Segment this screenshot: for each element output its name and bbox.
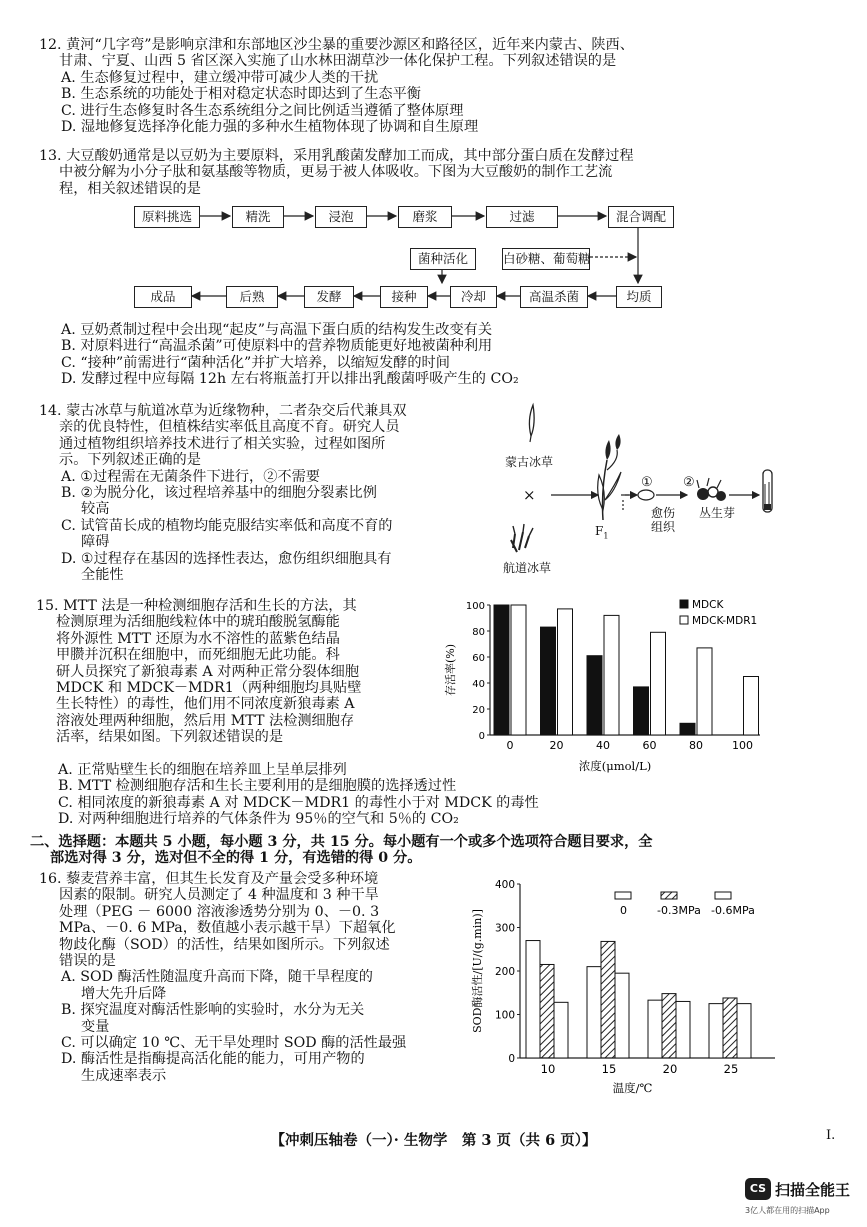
q15-stem-line6: MDCK 和 MDCK－MDR1（两种细胞均具贴壁 [56,680,362,697]
flow-step-raw: 原料挑选 [134,206,200,228]
sod-activity-svg [465,872,795,1097]
chart16-bar-series-1 [723,998,737,1058]
q12-option-a: A. 生态修复过程中，建立缓冲带可减少人类的干扰 [61,69,379,86]
chart15-x-tick-label: 80 [689,739,703,752]
chart15-bar-mdck-mdr1 [651,632,666,735]
chart16-x-label: 温度/℃ [612,1081,653,1095]
flow-step-cool: 冷却 [450,286,497,308]
scanner-tagline: 3亿人都在用的扫描App [745,1206,830,1215]
section-2-line2: 部选对得 3 分，选对但不全的得 1 分，有选错的得 0 分。 [50,850,422,867]
chart15-legend-label: MDCK [692,599,724,611]
chart16-bar-series-0 [709,1004,723,1058]
flow-starter-activation: 菌种活化 [410,248,476,270]
tissue-culture-figure [503,400,793,585]
q12-option-d: D. 湿地修复选择净化能力强的多种水生植物体现了协调和自生原理 [61,119,479,136]
chart16-y-tick-label: 0 [508,1053,515,1065]
chart16-bar-series-2 [615,973,629,1058]
q13-option-c: C. “接种”前需进行“菌种活化”并扩大培养，以缩短发酵的时间 [61,354,450,371]
q14-option-b: B. ②为脱分化，该过程培养基中的细胞分裂素比例 [61,485,377,502]
q13-stem-line1: 13. 大豆酸奶通常是以豆奶为主要原料，采用乳酸菌发酵加工而成，其中部分蛋白质在发酵过程 [39,148,634,164]
chart16-x-tick-label: 10 [540,1062,556,1076]
chart15-bar-mdck [541,627,556,735]
q15-stem-line1: 15. MTT 法是一种检测细胞存活和生长的方法，其 [36,598,357,614]
label-mongol-grass: 蒙古冰草 [505,455,554,469]
q13-stem-line2: 中被分解为小分子肽和氨基酸等物质，更易于被人体吸收。下图为大豆酸奶的制作工艺流 [59,164,613,181]
chart16-x-tick-label: 20 [662,1062,678,1076]
cell-survival-svg [440,595,770,775]
q15-option-a: A. 正常贴壁生长的细胞在培养皿上呈单层排列 [58,762,347,778]
flow-step-soak: 浸泡 [315,206,367,228]
chart15-x-label: 浓度(μmol/L) [578,759,652,773]
cell-survival-chart [440,595,770,775]
flow-step-inoc: 接种 [380,286,428,308]
label-step-2: ② [683,475,695,490]
chart16-bar-series-2 [554,1002,568,1058]
question-13 [39,148,839,197]
q15-stem-line3: 将外源性 MTT 还原为水不溶性的蓝紫色结晶 [56,630,340,647]
q12-option-c: C. 进行生态修复时各生态系统组分之间比例适当遵循了整体原理 [61,102,464,119]
hangdao-grass-icon [511,524,533,552]
sod-activity-chart [465,872,795,1097]
chart15-x-tick-label: 100 [732,739,753,752]
chart15-y-label: 存活率(%) [444,643,457,697]
q14-stem-line2: 亲的优良特性，但植株结实率低且高度不育。研究人员 [59,419,400,436]
chart16-x-tick-label: 15 [601,1062,617,1076]
question-15 [36,598,476,746]
chart16-bar-series-2 [737,1004,751,1058]
q14-option-d-cont: 全能性 [81,567,124,584]
chart16-legend-swatch [715,892,731,899]
chart15-bar-mdck-mdr1 [697,648,712,735]
q15-stem-line2: 检测原理为活细胞线粒体中的琥珀酸脱氢酶能 [56,614,340,631]
q13-option-a: A. 豆奶煮制过程中会出现“起皮”与高温下蛋白质的结构发生改变有关 [61,322,493,338]
flow-step-filter: 过滤 [486,206,558,228]
flow-sugar: 白砂糖、葡萄糖 [502,248,590,270]
label-hangdao-grass: 航道冰草 [503,561,552,575]
chart15-x-tick-label: 0 [506,739,514,752]
chart16-legend-label: 0 [620,904,627,917]
f1-plant-icon [598,434,621,520]
chart15-bar-mdck-mdr1 [604,615,619,735]
chart16-y-label: SOD酶活性/[U/(g.min)] [471,909,484,1033]
flow-step-homog: 均质 [616,286,662,308]
flow-step-ferment: 发酵 [304,286,354,308]
chart16-bar-series-0 [526,941,540,1058]
section-2-line1: 二、选择题：本题共 5 小题，每小题 3 分，共 15 分。每小题有一个或多个选项符合题目要求，全 [30,834,653,850]
chart15-bar-mdck-mdr1 [511,605,526,735]
label-callus-2: 组织 [651,520,676,534]
chart16-bar-series-0 [648,1000,662,1058]
chart16-bar-series-1 [540,964,554,1058]
q15-stem-line5: 研人员探究了新狼毒素 A 对两种正常分裂体细胞 [56,663,360,680]
cluster-shoot-icon [697,478,726,501]
question-12 [39,37,839,135]
chart16-legend-swatch [661,892,677,899]
chart15-y-tick-label: 40 [472,679,485,690]
flow-step-product: 成品 [134,286,192,308]
chart15-bar-mdck [587,656,602,735]
chart16-y-tick-label: 300 [494,922,515,935]
callus-icon [638,490,654,500]
q14-stem-line4: 示。下列叙述正确的是 [59,452,201,469]
q15-stem-line8: 溶液处理两种细胞，然后用 MTT 法检测细胞存 [56,712,355,729]
flow-step-ripen: 后熟 [226,286,278,308]
scanner-watermark [745,1178,857,1218]
flow-step-wash: 精洗 [232,206,284,228]
chart15-y-tick-label: 0 [478,731,485,742]
q16-stem-line4: MPa、－0. 6 MPa，数值越小表示越干旱）下超氧化 [59,920,396,937]
flow-step-grind: 磨浆 [398,206,452,228]
chart15-y-tick-label: 60 [472,653,485,664]
chart15-legend-swatch [680,616,688,624]
q16-option-d-cont: 生成速率表示 [81,1067,167,1084]
test-tube-icon [763,470,772,512]
flow-step-mix: 混合调配 [608,206,674,228]
q16-stem-line3: 处理（PEG － 6000 溶液渗透势分别为 0、－0. 3 [59,903,380,920]
chart16-bar-series-1 [601,941,615,1058]
chart15-bar-mdck [494,605,509,735]
chart16-bar-series-0 [587,967,601,1058]
chart15-bar-mdck-mdr1 [558,609,573,735]
q12-stem-line2: 甘肃、宁夏、山西 5 省区深入实施了山水林田湖草沙一体化保护工程。下列叙述错误的是 [59,53,617,70]
q12-stem-line1: 12. 黄河“几字弯”是影响京津和东部地区沙尘暴的重要沙源区和路径区，近年来内蒙古、陕西、 [39,37,634,53]
chart16-y-tick-label: 200 [494,966,515,978]
q16-stem-line6: 错误的是 [59,953,116,970]
label-f1-letter: F [595,524,604,538]
chart15-bar-mdck-mdr1 [744,677,759,736]
q12-option-b: B. 生态系统的功能处于相对稳定状态时即达到了生态平衡 [61,86,421,103]
chart16-x-tick-label: 25 [723,1062,739,1076]
q16-option-d: D. 酶活性是指酶提高活化能的能力，可用产物的 [61,1051,365,1068]
q16-option-a-cont: 增大先升后降 [81,985,167,1002]
q15-stem-line9: 活率，结果如图。下列叙述错误的是 [56,729,284,746]
chart15-legend-label: MDCK-MDR1 [692,615,758,627]
label-f1 [595,524,608,540]
chart16-legend-label: -0.6MPa [711,904,755,917]
q16-option-b: B. 探究温度对酶活性影响的实验时，水分为无关 [61,1002,365,1019]
q14-option-d: D. ①过程存在基因的选择性表达，愈伤组织细胞具有 [61,550,392,567]
question-15-options [36,762,836,828]
chart16-legend-swatch [615,892,631,899]
chart16-bar-series-1 [662,994,676,1058]
q14-option-c: C. 试管苗长成的植物均能克服结实率低和高度不育的 [61,517,393,534]
q15-option-c: C. 相同浓度的新狼毒素 A 对 MDCK－MDR1 的毒性小于对 MDCK 的毒性 [58,794,539,811]
label-f1-sub: 1 [603,531,609,541]
q16-option-b-cont: 变量 [81,1018,110,1035]
label-step-1: ① [641,475,653,490]
q14-stem-line1: 14. 蒙古冰草与航道冰草为近缘物种，二者杂交后代兼具双 [39,403,407,419]
q15-option-b: B. MTT 检测细胞存活和生长主要利用的是细胞膜的选择透过性 [58,778,457,795]
label-cluster-shoot: 丛生芽 [699,506,736,520]
q14-stem-line3: 通过植物组织培养技术进行了相关实验，过程如图所 [59,435,386,452]
q13-stem-line3: 程，相关叙述错误的是 [59,180,201,197]
q14-option-b-cont: 较高 [81,501,110,518]
chart15-x-tick-label: 40 [596,739,610,752]
chart15-x-tick-label: 20 [549,739,564,752]
soy-yogurt-process-diagram [130,203,710,313]
question-14 [39,403,509,583]
chart15-y-tick-label: 100 [465,601,485,612]
chart16-y-tick-label: 100 [494,1009,515,1022]
q15-stem-line4: 甲臜并沉积在细胞中，而死细胞无此功能。科 [56,647,340,664]
chart16-y-tick-label: 400 [494,879,515,891]
flow-step-steril: 高温杀菌 [520,286,588,308]
q15-stem-line7: 生长特性）的毒性，他们用不同浓度新狼毒素 A [56,696,355,713]
scanner-name: 扫描全能王 [775,1181,851,1199]
page-footer: 【冲刺压轴卷（一）· 生物学 第 3 页（共 6 页）】 [270,1132,597,1149]
chart16-bar-series-2 [676,1001,690,1058]
chart15-legend-swatch [680,600,688,608]
scanner-logo: CS [745,1178,771,1200]
q13-option-d: D. 发酵过程中应每隔 12h 左右将瓶盖打开以排出乳酸菌呼吸产生的 CO₂ [61,371,519,388]
q16-option-c: C. 可以确定 10 ℃、无干旱处理时 SOD 酶的活性最强 [61,1035,407,1052]
chart15-bar-mdck [634,687,649,735]
page-mark: I. [826,1128,836,1143]
chart15-bar-mdck [680,723,695,735]
q14-option-a: A. ①过程需在无菌条件下进行，②不需要 [61,468,320,485]
q16-stem-line2: 因素的限制。研究人员测定了 4 种温度和 3 种干旱 [59,887,379,904]
tissue-culture-drawing [503,400,793,585]
question-13-options [39,322,839,388]
q16-stem-line1: 16. 藜麦营养丰富，但其生长发育及产量会受多种环境 [39,871,379,887]
q16-option-a: A. SOD 酶活性随温度升高而下降，随干旱程度的 [61,969,373,986]
chart15-y-tick-label: 20 [472,705,485,716]
q15-option-d: D. 对两种细胞进行培养的气体条件为 95％的空气和 5％的 CO₂ [58,811,459,828]
label-callus-1: 愈伤 [651,506,676,520]
q14-option-c-cont: 障碍 [81,534,110,551]
q16-stem-line5: 物歧化酶（SOD）的活性，结果如图所示。下列叙述 [59,936,390,953]
mongolian-grass-icon [529,405,534,436]
chart16-legend-label: -0.3MPa [657,904,701,917]
question-16 [39,871,489,1084]
section-2-header [30,834,850,867]
chart15-y-tick-label: 80 [472,627,485,638]
cross-symbol: × [523,486,536,504]
chart15-x-tick-label: 60 [642,739,657,752]
q13-option-b: B. 对原料进行“高温杀菌”可使原料中的营养物质能更好地被菌种利用 [61,338,493,355]
